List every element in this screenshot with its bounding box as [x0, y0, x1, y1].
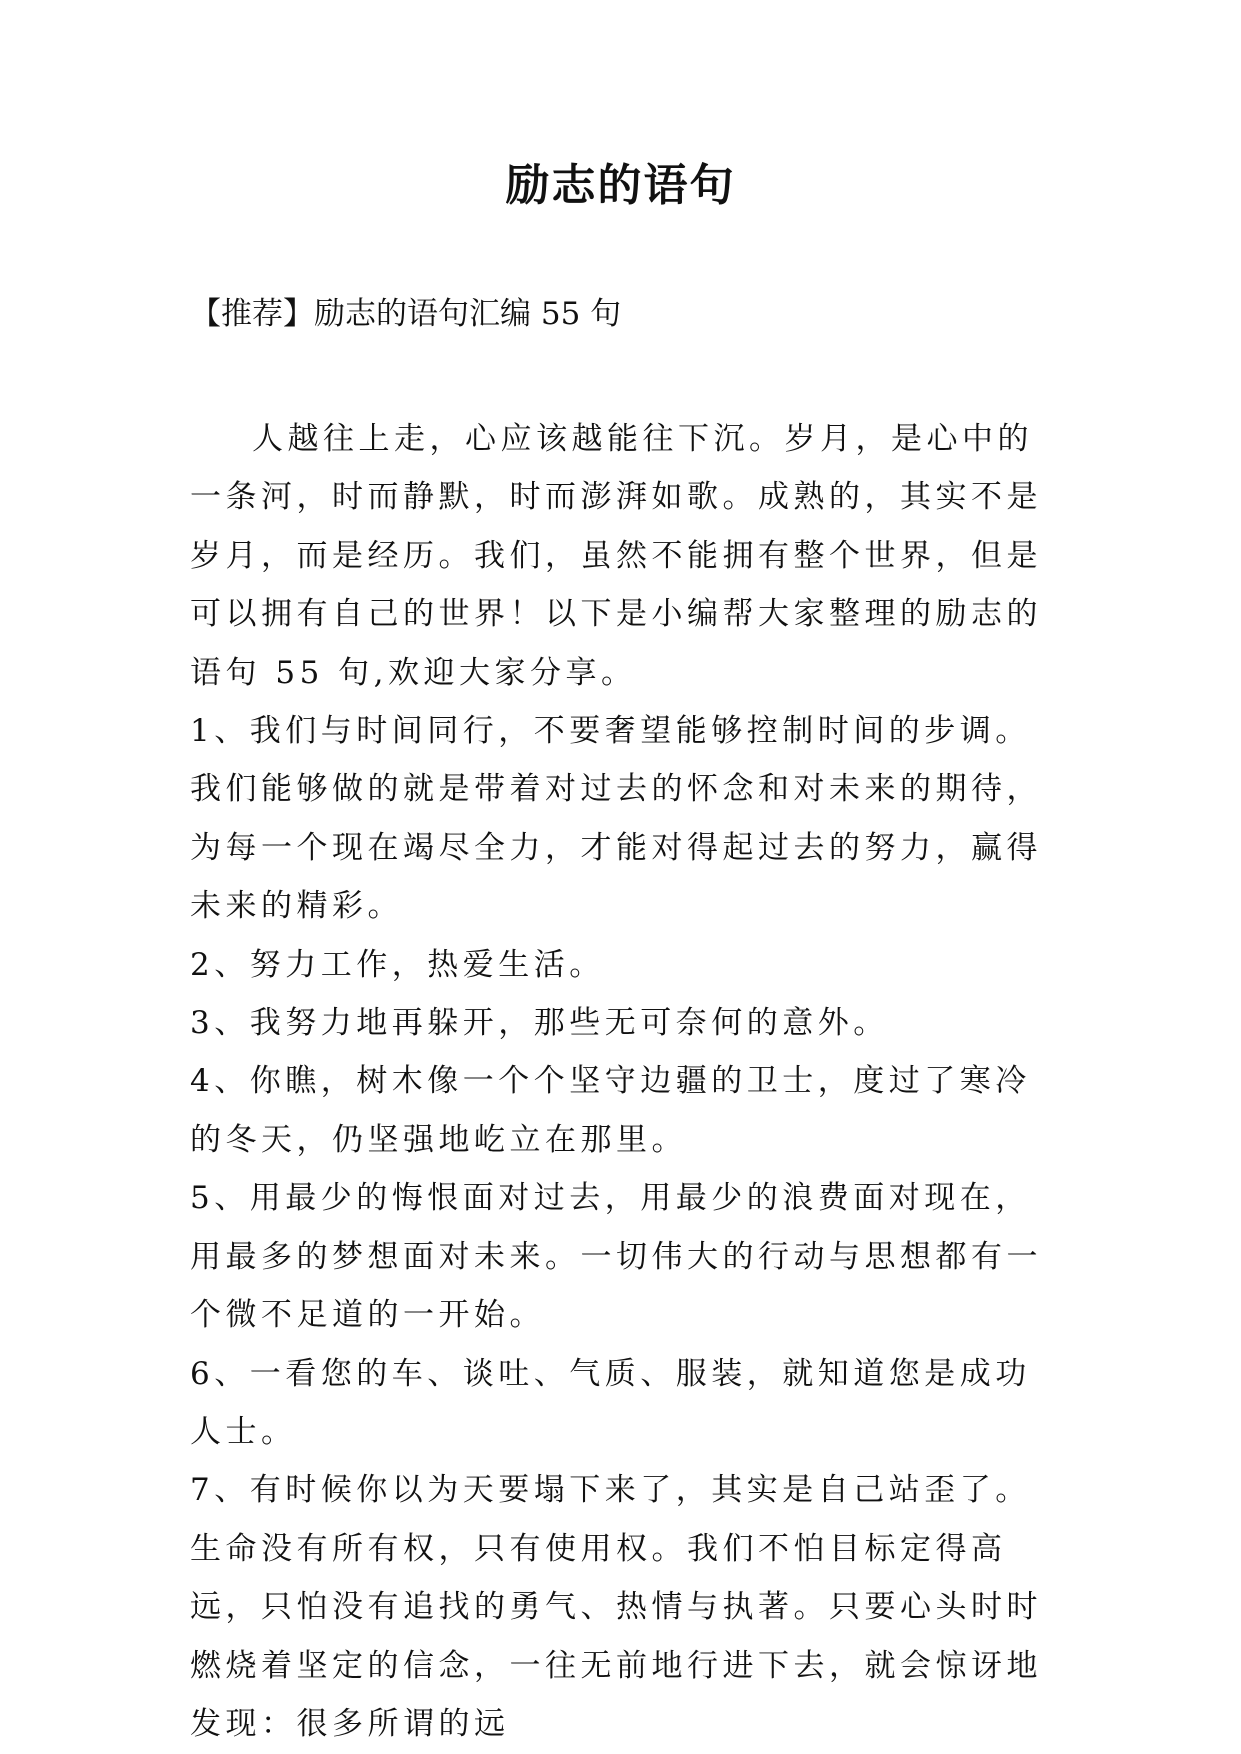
- list-item: 5、用最少的悔恨面对过去，用最少的浪费面对现在，用最多的梦想面对未来。一切伟大的行动与思想都有一个微不足道的一开始。: [190, 1180, 1042, 1334]
- intro-paragraph: 人越往上走，心应该越能往下沉。岁月，是心中的一条河，时而静默，时而澎湃如歌。成熟的，其实不是岁月，而是经历。我们，虽然不能拥有整个世界，但是可以拥有自己的世界！以下是小编帮大家整理的励志的语句 55 句,欢迎大家分享。: [190, 421, 1042, 691]
- document-body: [190, 410, 1060, 1753]
- list-item: 6、一看您的车、谈吐、气质、服装，就知道您是成功人士。: [190, 1355, 1031, 1450]
- document-title: 励志的语句: [505, 160, 736, 211]
- list-item: 4、你瞧，树木像一个个坚守边疆的卫士，度过了寒冷的冬天，仍坚强地屹立在那里。: [190, 1063, 1031, 1158]
- list-item: 3、我努力地再躲开，那些无可奈何的意外。: [190, 1005, 889, 1042]
- list-item: 2、努力工作，热爱生活。: [190, 946, 605, 983]
- list-item: 1、我们与时间同行，不要奢望能够控制时间的步调。我们能够做的就是带着对过去的怀念和对未来的期待，为每一个现在竭尽全力，才能对得起过去的努力，赢得未来的精彩。: [190, 713, 1042, 925]
- document-subtitle: 【推荐】励志的语句汇编 55 句: [190, 296, 622, 332]
- list-item: 7、有时候你以为天要塌下来了，其实是自己站歪了。生命没有所有权，只有使用权。我们不怕目标定得高远，只怕没有追找的勇气、热情与执著。只要心头时时燃烧着坚定的信念，一往无前地行进下去，就会惊讶地发现：很多所谓的远: [190, 1472, 1042, 1742]
